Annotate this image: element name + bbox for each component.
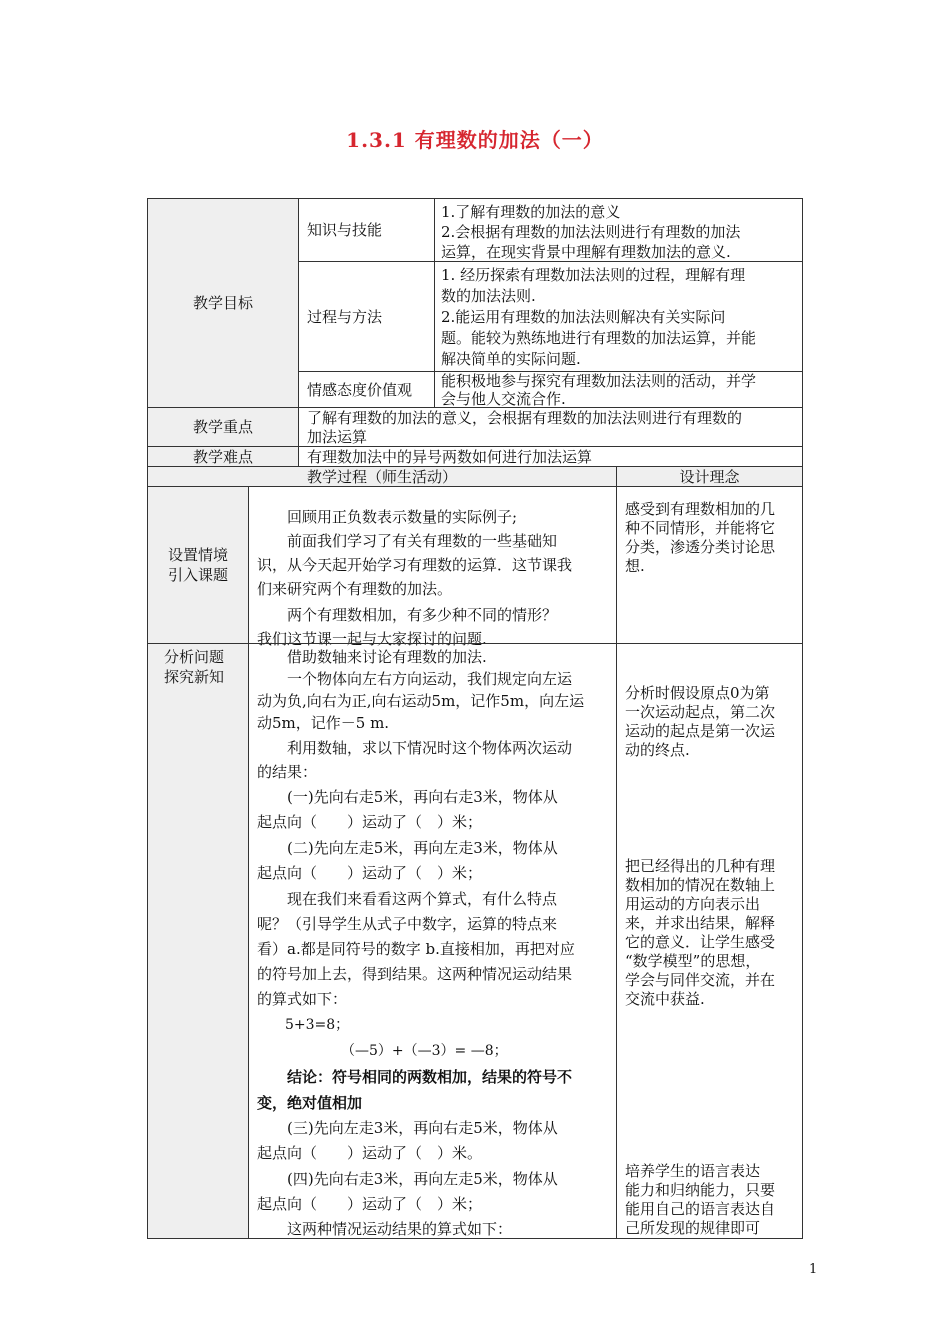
section2-line: 利用数轴，求以下情况时这个物体两次运动 (287, 739, 573, 757)
knowledge-label: 知识与技能 (298, 198, 435, 262)
section2-line: 动为负,向右为正,向右运动5m，记作5m，向左运 (257, 692, 585, 710)
process-line: 解决简单的实际问题. (441, 350, 581, 368)
process-line: 题。能较为熟练地进行有理数的加法运算，并能 (441, 329, 757, 347)
section2-label (147, 643, 249, 1239)
section2-line: 的算式如下： (257, 990, 348, 1008)
objectives-label: 教学目标 (147, 198, 299, 408)
section1-content (248, 486, 617, 648)
section1-line: 们来研究两个有理数的加法。 (257, 580, 453, 598)
key-point-label: 教学重点 (147, 407, 299, 447)
section2-concept-line: 来，并求出结果，解释 (625, 914, 776, 932)
process-line: 2.能运用有理数的加法法则解决有关实际问 (441, 308, 726, 326)
process-content (434, 261, 803, 372)
emotion-label: 情感态度价值观 (298, 371, 435, 408)
difficulty-content: 有理数加法中的异号两数如何进行加法运算 (298, 446, 803, 467)
key-point-line: 了解有理数的加法的意义，会根据有理数的加法法则进行有理数的 (307, 409, 743, 427)
section2-line: 变，绝对值相加 (257, 1094, 363, 1112)
section2-label-line: 探究新知 (164, 668, 225, 686)
section2-concept-line: 运动的起点是第一次运 (625, 722, 776, 740)
section1-line: 我们这节课一起与大家探讨的问题. (257, 630, 487, 648)
section2-concept-line: 一次运动起点，第二次 (625, 703, 776, 721)
section2-concept-block (625, 684, 775, 760)
section2-line: 起点向（ ）运动了（ ）米； (257, 813, 483, 831)
process-line: 数的加法法则. (441, 287, 536, 305)
section2-concept-line: 用运动的方向表示出 (625, 895, 761, 913)
section1-label (147, 486, 249, 644)
section2-concept-block (625, 857, 775, 1009)
knowledge-line: 运算，在现实背景中理解有理数加法的意义. (441, 243, 731, 261)
section2-concept-line: “数学模型”的思想， (625, 952, 761, 970)
section2-line: 结论：符号相同的两数相加，结果的符号不 (287, 1068, 573, 1086)
section2-concept-line: 数相加的情况在数轴上 (625, 876, 776, 894)
knowledge-line: 2.会根据有理数的加法法则进行有理数的加法 (441, 223, 741, 241)
section2-line: (四)先向右走3米，再向左走5米，物体从 (287, 1170, 558, 1188)
section1-concept-line: 想. (625, 557, 645, 575)
section2-concept (616, 643, 803, 1239)
section2-line: (二)先向左走5米，再向左走3米，物体从 (287, 839, 558, 857)
process-header: 教学过程（师生活动） (147, 466, 617, 487)
section2-line: 这两种情况运动结果的算式如下： (287, 1220, 513, 1238)
section2-concept-line: 学会与同伴交流，并在 (625, 971, 776, 989)
section2-content (248, 643, 617, 1239)
section2-label-line: 分析问题 (164, 648, 225, 666)
section2-line: 动5m，记作－5 m. (257, 714, 390, 732)
section1-label-line: 引入课题 (167, 566, 228, 584)
section2-line: 起点向（ ）运动了（ ）米。 (257, 1144, 483, 1162)
section2-line: （—5）+（—3）= —8； (341, 1043, 508, 1059)
section2-line: 看）a.都是同符号的数字 b.直接相加，再把对应 (257, 940, 575, 958)
difficulty-label: 教学难点 (147, 446, 299, 467)
page-title: 1.3.1 有理数的加法（一） (346, 128, 604, 152)
knowledge-content (434, 198, 803, 262)
section2-line: 一个物体向左右方向运动，我们规定向左运 (287, 670, 573, 688)
section2-line: 现在我们来看看这两个算式，有什么特点 (287, 890, 558, 908)
section2-line: 起点向（ ）运动了（ ）米； (257, 1195, 483, 1213)
section2-line: 呢？（引导学生从式子中数字，运算的特点来 (257, 915, 558, 933)
section2-concept-line: 培养学生的语言表达 (625, 1162, 761, 1180)
key-point-line: 加法运算 (307, 428, 368, 446)
section1-line: 前面我们学习了有关有理数的一些基础知 (287, 532, 558, 550)
section2-line: 5+3=8； (285, 1017, 350, 1033)
page-number: 1 (809, 1262, 818, 1277)
concept-header: 设计理念 (616, 466, 803, 487)
process-line: 1. 经历探索有理数加法法则的过程，理解有理 (441, 266, 746, 284)
section2-line: (一)先向右走5米，再向右走3米，物体从 (287, 788, 558, 806)
section1-concept-line: 感受到有理数相加的几 (625, 500, 776, 518)
section2-concept-line: 能力和归纳能力，只要 (625, 1181, 776, 1199)
section2-line: 的结果： (257, 763, 318, 781)
section2-concept-line: 它的意义．让学生感受 (625, 933, 776, 951)
section1-concept-line: 分类，渗透分类讨论思 (625, 538, 776, 556)
key-point-content (298, 407, 803, 447)
section2-concept-block (625, 1162, 775, 1238)
section1-concept-line: 种不同情形，并能将它 (625, 519, 776, 537)
section2-concept-line: 动的终点. (625, 741, 690, 759)
emotion-line: 会与他人交流合作. (441, 390, 566, 408)
section2-line: (三)先向左走3米，再向右走5米，物体从 (287, 1119, 558, 1137)
section2-concept-line: 能用自己的语言表达自 (625, 1200, 776, 1218)
section2-concept-line: 分析时假设原点0为第 (625, 684, 770, 702)
section2-line: 借助数轴来讨论有理数的加法. (287, 648, 487, 666)
section1-line: 回顾用正负数表示数量的实际例子; (287, 508, 518, 526)
section1-line: 两个有理数相加，有多少种不同的情形？ (287, 606, 558, 624)
emotion-content (434, 371, 803, 408)
emotion-line: 能积极地参与探究有理数加法法则的活动，并学 (441, 372, 757, 390)
section2-line: 的符号加上去，得到结果。这两种情况运动结果 (257, 965, 573, 983)
section1-line: 识，从今天起开始学习有理数的运算．这节课我 (257, 556, 573, 574)
section2-concept-line: 交流中获益. (625, 990, 705, 1008)
section2-concept-line: 把已经得出的几种有理 (625, 857, 776, 875)
process-label: 过程与方法 (298, 261, 435, 372)
knowledge-line: 1.了解有理数的加法的意义 (441, 203, 621, 221)
section2-concept-line: 己所发现的规律即可 (625, 1219, 761, 1237)
section2-line: 起点向（ ）运动了（ ）米； (257, 864, 483, 882)
section1-label-line: 设置情境 (167, 546, 228, 564)
section1-concept (616, 486, 803, 644)
